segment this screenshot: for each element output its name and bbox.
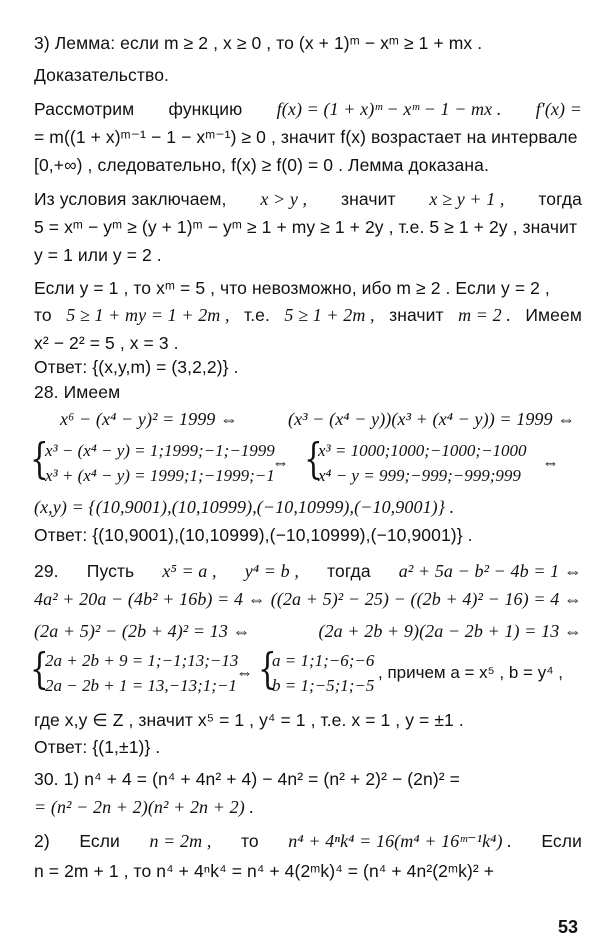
text-line: y = 1 или y = 2 . — [34, 245, 162, 265]
formula: 5 ≥ 1 + my = 1 + 2m , — [66, 305, 230, 325]
formula: n⁴ + 4ⁿk⁴ = 16(m⁴ + 16ᵐ⁻¹k⁴) . — [288, 831, 512, 851]
system-equation: x³ + (x⁴ − y) = 1999;1;−1999;−1 — [45, 466, 275, 485]
text-word: т.е. — [244, 305, 270, 325]
formula-line — [34, 496, 582, 518]
formula: f′(x) = — [535, 99, 582, 119]
left-brace: { — [30, 644, 49, 693]
equivalence-arrow: ⇔ — [272, 453, 289, 472]
text-line: где x,y ∈ Z , значит x⁵ = 1 , y⁴ = 1 , т.е. x = 1 , y = ±1 . — [34, 710, 464, 730]
equivalence-arrow: ⇔ — [236, 663, 253, 682]
text-word: Рассмотрим — [34, 99, 135, 119]
formula: n = 2m , — [149, 831, 212, 851]
formula: m = 2 . — [458, 305, 511, 325]
text-word: Имеем — [525, 305, 582, 325]
formula: 5 ≥ 1 + 2m , — [284, 305, 375, 325]
formula-line — [34, 588, 582, 610]
system-equation: x⁴ − y = 999;−999;−999;999 — [318, 466, 521, 485]
left-brace: { — [30, 434, 49, 483]
text-word: значит — [389, 305, 444, 325]
text-line — [34, 188, 582, 210]
formula: x⁵ = a , — [162, 561, 217, 581]
text-line: n = 2m + 1 , то n⁴ + 4ⁿk⁴ = n⁴ + 4(2ᵐk)⁴ = (n⁴ + 4n²(2ᵐk)² + — [34, 861, 495, 881]
text-word: Если — [541, 831, 582, 851]
problem-28-heading: 28. Имеем — [34, 382, 121, 402]
problem-29-line — [34, 560, 582, 582]
text-word: Если — [79, 831, 120, 851]
left-brace: { — [258, 644, 277, 693]
text-word: то — [34, 305, 52, 325]
answer-line: Ответ: {(1,±1)} . — [34, 737, 161, 757]
formula: x > y , — [260, 189, 308, 209]
text-word: Пусть — [86, 561, 135, 581]
formula: (x³ − (x⁴ − y))(x³ + (x⁴ − y)) = 1999 ⇔ — [288, 409, 576, 429]
formula: x⁶ − (x⁴ − y)² = 1999 ⇔ — [60, 409, 239, 429]
left-brace: { — [304, 434, 323, 483]
text-word: Из условия заключаем, — [34, 189, 227, 209]
text-word: то — [240, 831, 259, 851]
formula: 4a² + 20a − (4b² + 16b) = 4 ⇔ — [34, 589, 266, 609]
system-equation: x³ = 1000;1000;−1000;−1000 — [318, 441, 527, 460]
system-equation: 2a + 2b + 9 = 1;−1;13;−13 — [45, 651, 239, 670]
system-equation: a = 1;1;−6;−6 — [272, 651, 375, 670]
page-number: 53 — [557, 917, 578, 937]
formula: (x,y) = {(10,9001),(10,10999),(−10,10999),(−10,9001)} . — [34, 497, 455, 517]
formula: f(x) = (1 + x)ᵐ − xᵐ − 1 − mx . — [276, 99, 502, 119]
proof-heading: Доказательство. — [34, 65, 169, 85]
system-equation: 2a − 2b + 1 = 13,−13;1;−1 — [45, 676, 237, 695]
text-line — [34, 304, 582, 326]
text-line — [34, 830, 582, 852]
text-word: функцию — [168, 99, 243, 119]
answer-line: Ответ: {(x,y,m) = (3,2,2)} . — [34, 357, 239, 377]
system-equation: b = 1;−5;1;−5 — [272, 676, 375, 695]
formula: (2a + 5)² − (2b + 4)² = 13 ⇔ — [34, 621, 251, 641]
lemma-statement: 3) Лемма: если m ≥ 2 , x ≥ 0 , то (x + 1)ᵐ − xᵐ ≥ 1 + mx . — [34, 33, 483, 53]
problem-number: 29. — [34, 561, 59, 581]
formula: ((2a + 5)² − 25) − ((2b + 4)² − 16) = 4 ⇔ — [270, 589, 582, 609]
answer-line: Ответ: {(10,9001),(10,10999),(−10,10999),(−10,9001)} . — [34, 525, 473, 545]
text-line: = m((1 + x)ᵐ⁻¹ − 1 − xᵐ⁻¹) ≥ 0 , значит f(x) возрастает на интервале — [34, 127, 578, 147]
formula-line — [34, 796, 582, 818]
formula: a² + 5a − b² − 4b = 1 ⇔ — [398, 561, 582, 581]
system-equation: x³ − (x⁴ − y) = 1;1999;−1;−1999 — [45, 441, 275, 460]
text-line: 5 = xᵐ − yᵐ ≥ (y + 1)ᵐ − yᵐ ≥ 1 + my ≥ 1 + 2y , т.е. 5 ≥ 1 + 2y , значит — [34, 217, 578, 237]
text-line: x² − 2² = 5 , x = 3 . — [34, 333, 179, 353]
text-line: [0,+∞) , следовательно, f(x) ≥ f(0) = 0 . Лемма доказана. — [34, 155, 489, 175]
problem-30-line: 30. 1) n⁴ + 4 = (n⁴ + 4n² + 4) − 4n² = (n² + 2)² − (2n)² = — [34, 769, 460, 789]
text-word: тогда — [538, 189, 582, 209]
formula-line — [34, 620, 582, 642]
text-word: 2) — [34, 831, 50, 851]
text-word: значит — [341, 189, 396, 209]
formula: x ≥ y + 1 , — [429, 189, 505, 209]
text-word: тогда — [327, 561, 371, 581]
formula: = (n² − 2n + 2)(n² + 2n + 2) . — [34, 797, 255, 817]
equivalence-arrow: ⇔ — [542, 453, 559, 472]
formula: y⁴ = b , — [244, 561, 299, 581]
text-line: Если y = 1 , то xᵐ = 5 , что невозможно, ибо m ≥ 2 . Если y = 2 , — [34, 278, 550, 298]
text-line: , причем a = x⁵ , b = y⁴ , — [378, 663, 563, 682]
text-line — [34, 98, 582, 120]
formula: (2a + 2b + 9)(2a − 2b + 1) = 13 ⇔ — [318, 621, 582, 641]
